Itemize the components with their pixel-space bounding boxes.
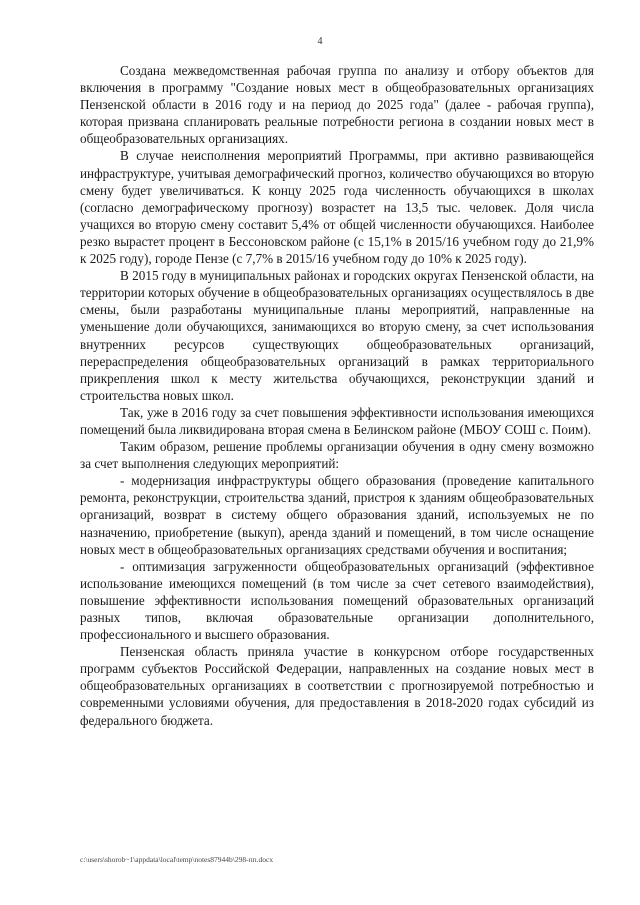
document-body xyxy=(80,62,594,729)
page-number: 4 xyxy=(317,36,323,47)
footer-file-path: c:\users\shorob~1\appdata\local\temp\notes87944b\298-пп.docx xyxy=(80,855,274,864)
paragraph-forecast: В случае неисполнения мероприятий Программы, при активно развивающейся инфраструктуре, учитывая демографический прогноз, количество обучающихся во вторую смену будет увеличиваться. К концу 2025 года численность обучающихся в школах (согласно демографическому прогнозу) возрастет на 13,5 тыс. человек. Доля числа учащихся во вторую смену составит 5,4% от общей численности обучающихся. Наиболее резко вырастет процент в Бессоновском районе (с 15,1% в 2015/16 учебном году до 21,9% к 2025 году), городе Пензе (с 7,7% в 2015/16 учебном году до 10% к 2025 году). xyxy=(80,148,594,267)
list-item-optimization: - оптимизация загруженности общеобразовательных организаций (эффективное использование имеющихся помещений (в том числе за счет сетевого взаимодействия), повышение эффективности использования помещений образовательных организаций разных типов, включая образовательные организации дополнительного, профессионального и высшего образования. xyxy=(80,558,594,643)
paragraph-measures-intro: Таким образом, решение проблемы организации обучения в одну смену возможно за счет выполнения следующих мероприятий: xyxy=(80,439,594,472)
list-item-modernization: - модернизация инфраструктуры общего образования (проведение капитального ремонта, реконструкции, строительства зданий, пристроя к зданиям общеобразовательных организаций, возврат в систему общего образования зданий, используемых не по назначению, приобретение (выкуп), аренда зданий и помещений, в том числе оснащение новых мест в общеобразовательных организациях средствами обучения и воспитания; xyxy=(80,473,594,557)
paragraph-municipal-plans: В 2015 году в муниципальных районах и городских округах Пензенской области, на территории которых обучение в общеобразовательных организациях осуществлялось в две смены, были разработаны муниципальные планы мероприятий, направленные на уменьшение доли обучающихся, занимающихся во вторую смену, за счет использования внутренних ресурсов существующих общеобразовательных организаций, перераспределения общеобразовательных организаций в рамках территориального прикрепления школ к месту жительства обучающихся, реконструкции зданий и строительства новых школ. xyxy=(80,268,594,403)
paragraph-competition: Пензенская область приняла участие в конкурсном отборе государственных программ субъектов Российской Федерации, направленных на создание новых мест в общеобразовательных организациях в соответствии с прогнозируемой потребностью и современными условиями обучения, для предоставления в 2018-2020 годах субсидий из федерального бюджета. xyxy=(80,644,594,728)
paragraph-belinsky-district: Так, уже в 2016 году за счет повышения эффективности использования имеющихся помещений была ликвидирована вторая смена в Белинском районе (МБОУ СОШ с. Поим). xyxy=(80,404,594,437)
paragraph-working-group: Создана межведомственная рабочая группа по анализу и отбору объектов для включения в программу "Создание новых мест в общеобразовательных организациях Пензенской области в 2016 году и на период до 2025 года" (далее - рабочая группа), которая призвана спланировать реальные потребности региона в создании новых мест в общеобразовательных организациях. xyxy=(80,63,594,147)
